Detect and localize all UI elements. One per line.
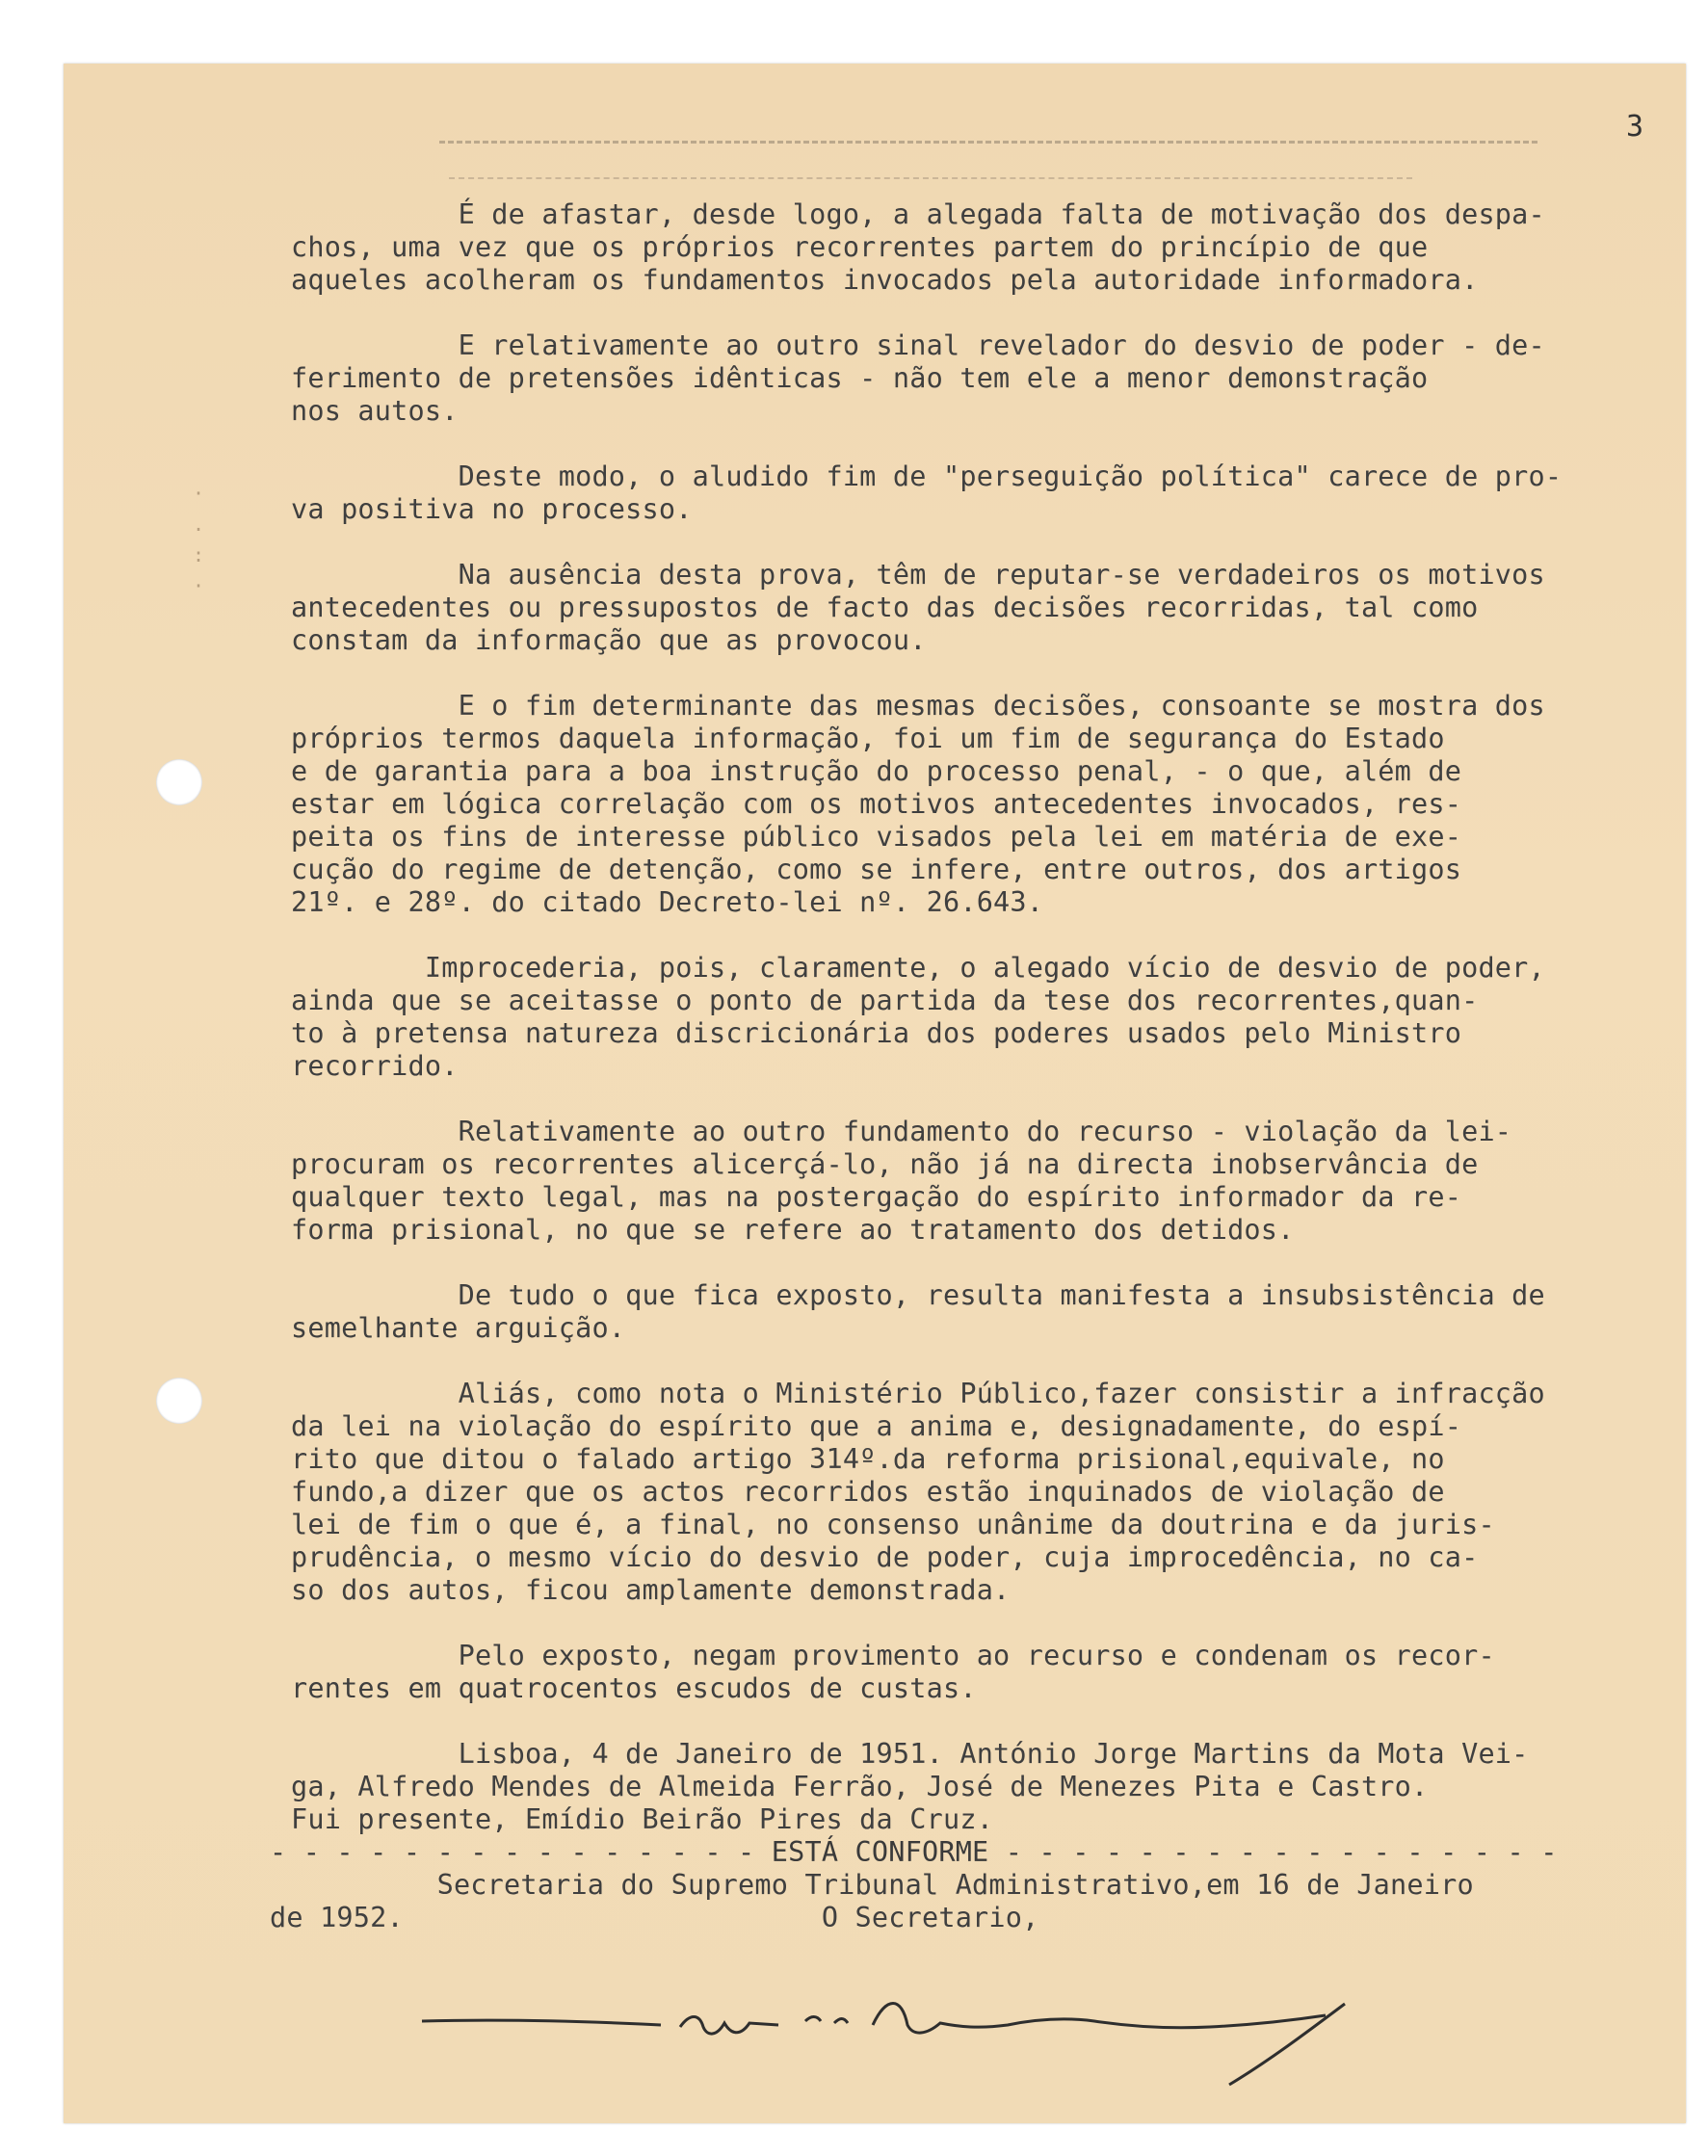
text-line: e de garantia para a boa instrução do processo penal, - o que, além de <box>291 755 1462 787</box>
text-line: cução do regime de detenção, como se infere, entre outros, dos artigos <box>291 854 1462 885</box>
text-line: E relativamente ao outro sinal revelador do desvio de poder - de- <box>291 329 1545 361</box>
text-line: 21º. e 28º. do citado Decreto-lei nº. 26.643. <box>291 886 1044 918</box>
text-line: Relativamente ao outro fundamento do recurso - violação da lei- <box>291 1116 1512 1147</box>
handwritten-signature <box>420 1952 1499 2087</box>
text-line: qualquer texto legal, mas na postergação do espírito informador da re- <box>291 1181 1462 1213</box>
text-line: procuram os recorrentes alicerçá-lo, não já na directa inobservância de <box>291 1148 1479 1180</box>
text-line: va positiva no processo. <box>291 493 693 525</box>
text-line: fundo,a dizer que os actos recorridos estão inquinados de violação de <box>291 1476 1445 1508</box>
text-line: antecedentes ou pressupostos de facto das decisões recorridas, tal como <box>291 592 1479 623</box>
text-line: ainda que se aceitasse o ponto de partida da tese dos recorrentes,quan- <box>291 985 1479 1016</box>
closing-line: de 1952. O Secretario, <box>270 1902 1039 1933</box>
document-page <box>64 64 1686 2123</box>
text-line: De tudo o que fica exposto, resulta manifesta a insubsistência de <box>291 1279 1545 1311</box>
text-line: forma prisional, no que se refere ao tratamento dos detidos. <box>291 1214 1295 1246</box>
document-body <box>270 198 1655 1934</box>
text-line: Deste modo, o aludido fim de "perseguição política" carece de pro- <box>291 460 1563 492</box>
text-line: Improcederia, pois, claramente, o alegado vício de desvio de poder, <box>291 952 1545 984</box>
text-line: É de afastar, desde logo, a alegada falta de motivação dos despa- <box>291 198 1545 230</box>
text-line: prudência, o mesmo vício do desvio de poder, cuja improcedência, no ca- <box>291 1541 1479 1573</box>
text-line: próprios termos daquela informação, foi um fim de segurança do Estado <box>291 723 1445 754</box>
closing-line: Secretaria do Supremo Tribunal Administrativo,em 16 de Janeiro <box>270 1869 1474 1901</box>
text-line: da lei na violação do espírito que a anima e, designadamente, do espí- <box>291 1410 1462 1442</box>
typed-rule <box>439 141 1537 144</box>
text-line: lei de fim o que é, a final, no consenso unânime da doutrina e da juris- <box>291 1509 1495 1540</box>
typed-rule <box>449 177 1412 179</box>
text-line: recorrido. <box>291 1050 459 1082</box>
text-line: rito que ditou o falado artigo 314º.da reforma prisional,equivale, no <box>291 1443 1445 1475</box>
margin-marks: · . : · <box>193 482 205 597</box>
text-line: Fui presente, Emídio Beirão Pires da Cruz. <box>291 1803 994 1835</box>
punch-hole <box>156 1378 202 1424</box>
page-number: 3 <box>1625 110 1643 144</box>
text-line: chos, uma vez que os próprios recorrentes partem do princípio de que <box>291 231 1429 263</box>
text-line: rentes em quatrocentos escudos de custas. <box>291 1672 977 1704</box>
text-line: E o fim determinante das mesmas decisões, consoante se mostra dos <box>291 690 1545 722</box>
text-line: Pelo exposto, negam provimento ao recurso e condenam os recor- <box>291 1640 1495 1671</box>
text-line: peita os fins de interesse público visados pela lei em matéria de exe- <box>291 821 1462 853</box>
text-line: Na ausência desta prova, têm de reputar-se verdadeiros os motivos <box>291 559 1545 591</box>
punch-hole <box>156 759 202 805</box>
text-line: nos autos. <box>291 395 459 427</box>
text-line: ferimento de pretensões idênticas - não tem ele a menor demonstração <box>291 362 1429 394</box>
text-line: Lisboa, 4 de Janeiro de 1951. António Jorge Martins da Mota Vei- <box>291 1738 1529 1770</box>
text-line: aqueles acolheram os fundamentos invocados pela autoridade informadora. <box>291 264 1479 296</box>
text-line: so dos autos, ficou amplamente demonstrada. <box>291 1574 1011 1606</box>
text-line: estar em lógica correlação com os motivos antecedentes invocados, res- <box>291 788 1462 820</box>
text-line: semelhante arguição. <box>291 1312 626 1344</box>
conforme-line: - - - - - - - - - - - - - - - ESTÁ CONFORME - - - - - - - - - - - - - - - - - <box>270 1836 1558 1868</box>
text-line: ga, Alfredo Mendes de Almeida Ferrão, José de Menezes Pita e Castro. <box>291 1771 1429 1802</box>
text-line: to à pretensa natureza discricionária dos poderes usados pelo Ministro <box>291 1017 1462 1049</box>
text-line: constam da informação que as provocou. <box>291 624 927 656</box>
text-line: Aliás, como nota o Ministério Público,fazer consistir a infracção <box>291 1378 1545 1409</box>
